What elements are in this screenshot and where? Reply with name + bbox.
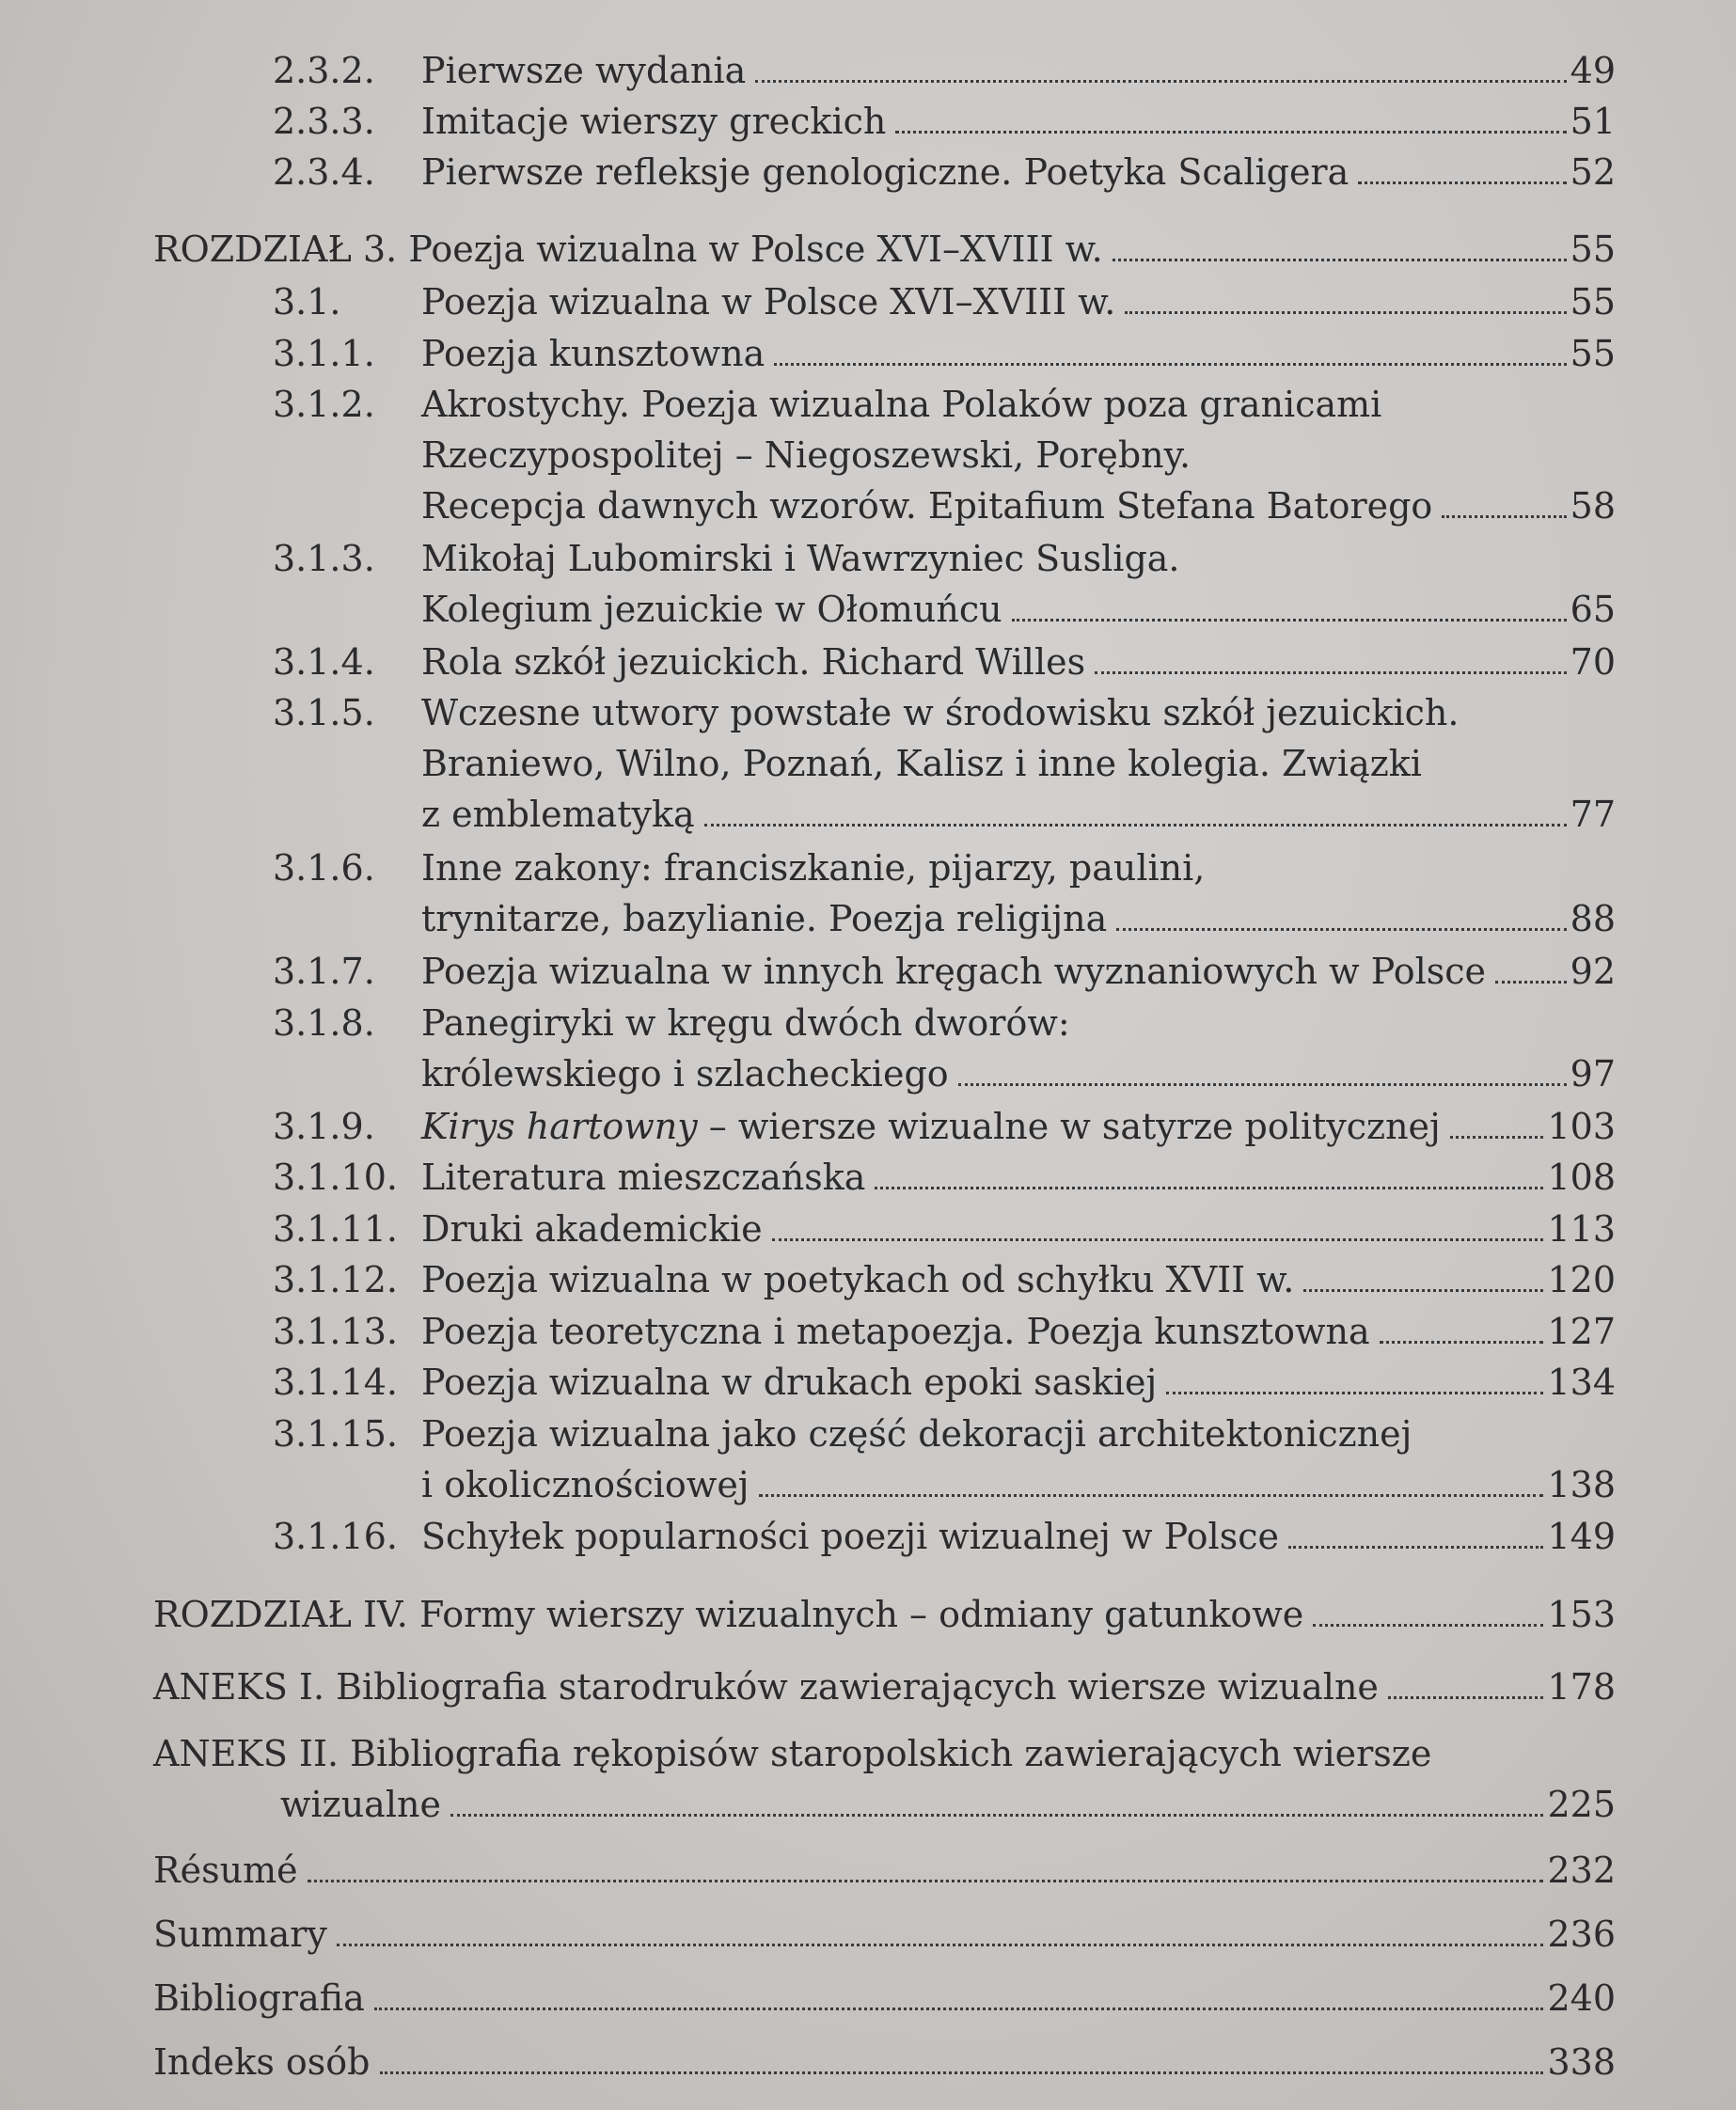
toc-entry-number: 3.1.11. bbox=[273, 1208, 398, 1250]
dot-leader bbox=[1388, 1696, 1544, 1699]
toc-entry-page: 232 bbox=[1547, 1850, 1616, 1891]
toc-entry-number: 3.1.7. bbox=[273, 951, 375, 992]
toc-chapter-title: ROZDZIAŁ IV. Formy wierszy wizualnych – odmiany gatunkowe bbox=[153, 1594, 1304, 1635]
toc-entry-number: 3.1.14. bbox=[273, 1362, 398, 1403]
toc-entry-3-1-10 bbox=[273, 1152, 1616, 1203]
toc-entry-number: 3.1.1. bbox=[273, 333, 375, 374]
toc-entry-page: 88 bbox=[1570, 898, 1616, 939]
toc-entry-number: 3.1.8. bbox=[273, 1002, 375, 1044]
dot-leader bbox=[380, 2071, 1544, 2074]
toc-entry-number: 3.1.6. bbox=[273, 847, 375, 889]
toc-entry-title: Poezja kunsztowna bbox=[421, 333, 765, 374]
toc-entry-title-rest: – wiersze wizualne w satyrze politycznej bbox=[697, 1106, 1441, 1147]
toc-entry-3-1-4 bbox=[273, 637, 1616, 687]
dot-leader bbox=[1166, 1392, 1543, 1394]
toc-entry-page: 240 bbox=[1547, 1977, 1616, 2019]
toc-entry-3-1-7 bbox=[273, 946, 1616, 997]
toc-summary bbox=[153, 1909, 1616, 1960]
toc-entry-page: 103 bbox=[1547, 1106, 1616, 1147]
toc-chapter-title: Résumé bbox=[153, 1850, 298, 1891]
toc-entry-title-cont: trynitarze, bazylianie. Poezja religijna bbox=[421, 898, 1108, 939]
dot-leader bbox=[1442, 515, 1566, 518]
toc-entry-title-cont: Braniewo, Wilno, Poznań, Kalisz i inne kolegia. Związki bbox=[421, 743, 1422, 784]
toc-entry-title: Poezja wizualna w innych kręgach wyznaniowych w Polsce bbox=[421, 951, 1487, 992]
toc-entry-title: Poezja wizualna w Polsce XVI–XVIII w. bbox=[421, 281, 1116, 323]
toc-entry-page: 153 bbox=[1547, 1594, 1616, 1635]
toc-entry-number: 3.1. bbox=[273, 281, 341, 323]
dot-leader bbox=[374, 2008, 1544, 2010]
toc-entry-page: 134 bbox=[1547, 1362, 1616, 1403]
toc-entry-3-1-6 bbox=[273, 842, 1616, 944]
dot-leader bbox=[958, 1083, 1567, 1086]
toc-entry-page: 55 bbox=[1570, 281, 1616, 323]
toc-entry-title: Poezja wizualna w poetykach od schyłku XVII w. bbox=[421, 1259, 1295, 1300]
dot-leader bbox=[337, 1944, 1544, 1946]
toc-chapter-title: ANEKS II. Bibliografia rękopisów staropolskich zawierających wiersze bbox=[153, 1733, 1432, 1774]
toc-entry-number: 3.1.16. bbox=[273, 1516, 398, 1557]
dot-leader bbox=[1495, 981, 1567, 984]
toc-entry-title-cont: Rzeczypospolitej – Niegoszewski, Porębny. bbox=[421, 434, 1192, 476]
toc-entry-3-1-12 bbox=[273, 1254, 1616, 1305]
toc-entry-title: Pierwsze refleksje genologiczne. Poetyka Scaligera bbox=[421, 151, 1349, 193]
toc-entry-title: Poezja wizualna w drukach epoki saskiej bbox=[421, 1362, 1158, 1403]
toc-entry-page: 65 bbox=[1570, 589, 1616, 630]
toc-entry-page: 92 bbox=[1570, 951, 1616, 992]
toc-entry-page: 178 bbox=[1547, 1666, 1616, 1708]
dot-leader bbox=[1303, 1289, 1543, 1292]
toc-entry-number: 2.3.4. bbox=[273, 151, 375, 193]
toc-entry-title: Mikołaj Lubomirski i Wawrzyniec Susliga. bbox=[421, 538, 1180, 579]
toc-entry-page: 113 bbox=[1547, 1208, 1616, 1250]
toc-entry-3-1-2 bbox=[273, 379, 1616, 531]
dot-leader bbox=[1288, 1546, 1543, 1549]
toc-entry-page: 97 bbox=[1570, 1053, 1616, 1094]
toc-entry-title: Rola szkół jezuickich. Richard Willes bbox=[421, 641, 1086, 683]
toc-entry-number: 3.1.5. bbox=[273, 692, 375, 733]
toc-entry-number: 3.1.12. bbox=[273, 1259, 398, 1300]
toc-entry-3-1-13 bbox=[273, 1306, 1616, 1357]
toc-entry-3-1-1 bbox=[273, 328, 1616, 379]
toc-entry-number: 2.3.3. bbox=[273, 101, 375, 142]
toc-resume bbox=[153, 1845, 1616, 1896]
toc-entry-title: Wczesne utwory powstałe w środowisku szkół jezuickich. bbox=[421, 692, 1460, 733]
toc-chapter-title: ROZDZIAŁ 3. Poezja wizualna w Polsce XVI–XVIII w. bbox=[153, 228, 1103, 270]
toc-entry-3-1-16 bbox=[273, 1511, 1616, 1562]
toc-entry-page: 55 bbox=[1570, 333, 1616, 374]
toc-chapter-title: Indeks osób bbox=[153, 2041, 371, 2083]
toc-entry-title: Poezja wizualna jako część dekoracji architektonicznej bbox=[421, 1413, 1412, 1455]
toc-chapter-4 bbox=[153, 1589, 1616, 1640]
toc-entry-number: 3.1.9. bbox=[273, 1106, 375, 1147]
toc-entry-2-3-2 bbox=[273, 45, 1616, 96]
toc-bibliografia bbox=[153, 1973, 1616, 2023]
toc-entry-3-1 bbox=[273, 276, 1616, 327]
toc-entry-page: 55 bbox=[1570, 228, 1616, 270]
dot-leader bbox=[1012, 619, 1567, 622]
toc-entry-title-cont: królewskiego i szlacheckiego bbox=[421, 1053, 949, 1094]
toc-entry-title bbox=[421, 1101, 1441, 1152]
dot-leader bbox=[759, 1494, 1544, 1497]
dot-leader bbox=[1380, 1341, 1544, 1344]
toc-entry-title: Imitacje wierszy greckich bbox=[421, 101, 887, 142]
toc-entry-page: 138 bbox=[1547, 1464, 1616, 1505]
toc-entry-title: Literatura mieszczańska bbox=[421, 1157, 866, 1198]
toc-aneks-2 bbox=[153, 1728, 1616, 1830]
toc-entry-page: 51 bbox=[1570, 101, 1616, 142]
toc-entry-page: 49 bbox=[1570, 50, 1616, 91]
toc-entry-title: Druki akademickie bbox=[421, 1208, 763, 1250]
toc-entry-page: 338 bbox=[1547, 2041, 1616, 2083]
toc-chapter-title: Summary bbox=[153, 1913, 327, 1955]
dot-leader bbox=[1125, 311, 1566, 314]
toc-entry-title-italic: Kirys hartowny bbox=[421, 1106, 698, 1147]
dot-leader bbox=[450, 1814, 1544, 1817]
dot-leader bbox=[755, 80, 1566, 83]
toc-entry-title-cont: Recepcja dawnych wzorów. Epitafium Stefana Batorego bbox=[421, 485, 1433, 527]
dot-leader bbox=[895, 131, 1566, 134]
toc-entry-number: 3.1.10. bbox=[273, 1157, 398, 1198]
dot-leader bbox=[1313, 1624, 1543, 1627]
toc-entry-title: Inne zakony: franciszkanie, pijarzy, paulini, bbox=[421, 847, 1206, 889]
toc-chapter-title-cont: wizualne bbox=[280, 1784, 441, 1825]
dot-leader bbox=[1095, 671, 1567, 674]
dot-leader bbox=[772, 1238, 1544, 1241]
toc-entry-title: Schyłek popularności poezji wizualnej w Polsce bbox=[421, 1516, 1279, 1557]
toc-entry-number: 2.3.2. bbox=[273, 50, 375, 91]
toc-entry-page: 108 bbox=[1547, 1157, 1616, 1198]
toc-chapter-title: Bibliografia bbox=[153, 1977, 365, 2019]
dot-leader bbox=[774, 363, 1566, 366]
toc-entry-title: Akrostychy. Poezja wizualna Polaków poza granicami bbox=[421, 384, 1382, 425]
dot-leader bbox=[1113, 259, 1567, 261]
dot-leader bbox=[1358, 181, 1566, 184]
toc-entry-title-cont: Kolegium jezuickie w Ołomuńcu bbox=[421, 589, 1002, 630]
toc-entry-3-1-8 bbox=[273, 998, 1616, 1099]
dot-leader bbox=[704, 824, 1567, 827]
dot-leader bbox=[308, 1880, 1544, 1882]
toc-entry-3-1-14 bbox=[273, 1357, 1616, 1408]
toc-entry-3-1-5 bbox=[273, 687, 1616, 840]
toc-entry-page: 236 bbox=[1547, 1913, 1616, 1955]
toc-entry-page: 120 bbox=[1547, 1259, 1616, 1300]
toc-entry-number: 3.1.15. bbox=[273, 1413, 398, 1455]
toc-entry-3-1-11 bbox=[273, 1204, 1616, 1254]
toc-entry-page: 58 bbox=[1570, 485, 1616, 527]
toc-entry-page: 127 bbox=[1547, 1311, 1616, 1352]
toc-entry-2-3-4 bbox=[273, 147, 1616, 197]
toc-entry-title-cont: z emblematyką bbox=[421, 794, 695, 835]
dot-leader bbox=[1116, 928, 1566, 931]
toc-entry-3-1-3 bbox=[273, 533, 1616, 635]
toc-entry-3-1-9 bbox=[273, 1101, 1616, 1152]
toc-entry-page: 225 bbox=[1547, 1784, 1616, 1825]
toc-entry-page: 52 bbox=[1570, 151, 1616, 193]
toc-entry-number: 3.1.3. bbox=[273, 538, 375, 579]
toc-entry-title: Panegiryki w kręgu dwóch dworów: bbox=[421, 1002, 1070, 1044]
dot-leader bbox=[875, 1187, 1543, 1189]
toc-entry-2-3-3 bbox=[273, 96, 1616, 147]
toc-chapter-3 bbox=[153, 224, 1616, 275]
toc-entry-number: 3.1.13. bbox=[273, 1311, 398, 1352]
toc-entry-title: Poezja teoretyczna i metapoezja. Poezja kunsztowna bbox=[421, 1311, 1370, 1352]
dot-leader bbox=[1450, 1136, 1544, 1139]
toc-entry-number: 3.1.2. bbox=[273, 384, 375, 425]
toc-entry-page: 70 bbox=[1570, 641, 1616, 683]
toc-entry-title-cont: i okolicznościowej bbox=[421, 1464, 750, 1505]
toc-entry-title: Pierwsze wydania bbox=[421, 50, 747, 91]
toc-chapter-title: ANEKS I. Bibliografia starodruków zawierających wiersze wizualne bbox=[153, 1666, 1379, 1708]
toc-entry-page: 149 bbox=[1547, 1516, 1616, 1557]
toc-entry-page: 77 bbox=[1570, 794, 1616, 835]
toc-indeks-osob bbox=[153, 2037, 1616, 2087]
toc-entry-3-1-15 bbox=[273, 1409, 1616, 1510]
toc-entry-number: 3.1.4. bbox=[273, 641, 375, 683]
toc-aneks-1 bbox=[153, 1661, 1616, 1712]
